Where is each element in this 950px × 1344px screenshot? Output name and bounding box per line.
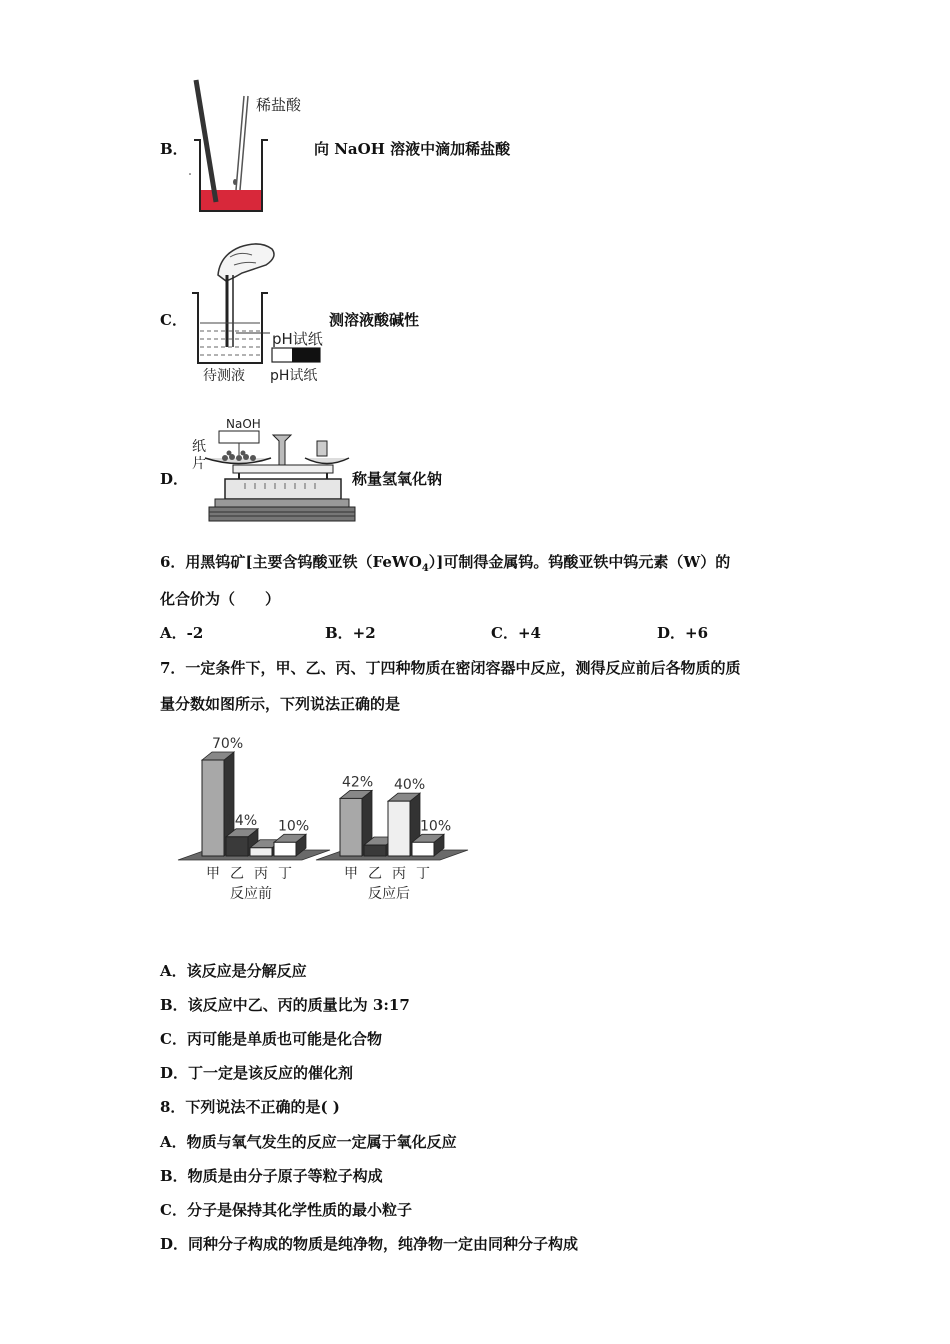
bar-label-1-0: 42% xyxy=(342,774,374,791)
q8-option-b: B．物质是由分子原子等粒子构成 xyxy=(160,1167,383,1185)
bar-反应后-乙 xyxy=(364,845,386,856)
category-label-1-0: 甲 xyxy=(344,866,358,882)
ph-paper-label-bottom: pH试纸 xyxy=(270,368,318,384)
option-d-letter: D． xyxy=(160,470,189,488)
paper-label-1: 纸 xyxy=(192,439,206,455)
test-liquid-label: 待测液 xyxy=(203,368,245,384)
q6-option-a: A．-2 xyxy=(160,624,204,642)
category-label-0-3: 丁 xyxy=(278,866,292,882)
q6-option-c: C．+4 xyxy=(491,624,541,642)
naoh-label: NaOH xyxy=(226,417,261,431)
bar-label-0-3: 10% xyxy=(278,818,310,835)
group-label-1: 反应后 xyxy=(368,886,410,902)
acid-label: 稀盐酸 xyxy=(256,96,302,114)
balance-figure xyxy=(195,425,355,525)
q6-stem-line2: 化合价为（ ） xyxy=(160,590,281,608)
option-b-text: 向 NaOH 溶液中滴加稀盐酸 xyxy=(314,140,511,158)
bar-label-0-0: 70% xyxy=(212,736,244,752)
q7-option-a: A．该反应是分解反应 xyxy=(160,962,307,980)
q8-option-c: C．分子是保持其化学性质的最小粒子 xyxy=(160,1201,412,1219)
q8-option-a: A．物质与氧气发生的反应一定属于氧化反应 xyxy=(160,1133,457,1151)
option-d-text: 称量氢氧化钠 xyxy=(352,470,443,488)
category-label-0-0: 甲 xyxy=(206,866,220,882)
category-label-1-3: 丁 xyxy=(416,866,430,882)
q6-stem-part-a: 6．用黑钨矿[主要含钨酸亚铁（FeWO xyxy=(160,553,422,571)
q6-option-d: D．+6 xyxy=(657,624,709,642)
group-label-0: 反应前 xyxy=(230,886,272,902)
ph-test-figure xyxy=(190,235,330,370)
bar-label-1-3: 10% xyxy=(420,818,452,835)
q7-stem-line2: 量分数如图所示，下列说法正确的是 xyxy=(160,695,401,713)
q6-stem-line1 xyxy=(160,555,730,574)
q7-stem-line1: 7．一定条件下，甲、乙、丙、丁四种物质在密闭容器中反应，测得反应前后各物质的质 xyxy=(160,659,741,677)
ph-paper-label-top: pH试纸 xyxy=(272,330,323,348)
q6-option-b: B．+2 xyxy=(325,624,376,642)
q7-option-c: C．丙可能是单质也可能是化合物 xyxy=(160,1030,382,1048)
q6-stem-part-b: ）]可制得金属钨。钨酸亚铁中钨元素（W）的 xyxy=(428,553,731,571)
category-label-1-1: 乙 xyxy=(368,866,382,882)
q8-option-d: D．同种分子构成的物质是纯净物，纯净物一定由同种分子构成 xyxy=(160,1235,579,1253)
q8-stem: 8．下列说法不正确的是( ) xyxy=(160,1098,340,1116)
bar-label-0-1: 14% xyxy=(226,812,258,829)
q7-option-b: B．该反应中乙、丙的质量比为 3:17 xyxy=(160,996,410,1014)
option-b-letter: B． xyxy=(160,140,188,158)
bar-反应前-丁 xyxy=(274,842,296,856)
bar-反应后-丙 xyxy=(388,801,410,856)
option-c-letter: C． xyxy=(160,311,187,329)
q6-subscript: 4 xyxy=(421,563,429,574)
bar-反应后-甲 xyxy=(340,798,362,856)
bar-反应前-甲 xyxy=(202,760,224,856)
mass-fraction-chart xyxy=(170,738,490,908)
paper-label-2: 片 xyxy=(192,456,206,472)
q7-option-d: D．丁一定是该反应的催化剂 xyxy=(160,1064,354,1082)
bar-反应前-乙 xyxy=(226,837,248,856)
category-label-1-2: 丙 xyxy=(392,866,406,882)
category-label-0-1: 乙 xyxy=(230,866,244,882)
bar-label-1-2: 40% xyxy=(394,777,426,794)
bar-反应后-丁 xyxy=(412,842,434,856)
category-label-0-2: 丙 xyxy=(254,866,268,882)
option-c-text: 测溶液酸碱性 xyxy=(329,311,420,329)
bar-反应前-丙 xyxy=(250,848,272,856)
